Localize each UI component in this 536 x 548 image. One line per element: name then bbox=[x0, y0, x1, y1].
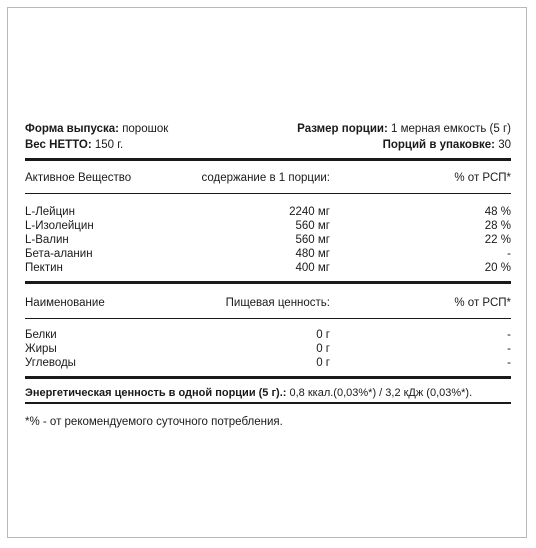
ingredient-dv: 28 % bbox=[484, 220, 511, 232]
ingredient-dv: 48 % bbox=[484, 206, 511, 218]
nutrition-rows bbox=[25, 329, 511, 370]
divider bbox=[25, 318, 511, 319]
col-daily-value: % от РСП* bbox=[454, 297, 511, 309]
serving-value: 1 мерная емкость (5 г) bbox=[391, 123, 511, 135]
nutrient-amount: 0 г bbox=[316, 357, 330, 369]
header-row-1 bbox=[25, 123, 511, 136]
serving-label: Размер порции: bbox=[297, 123, 388, 135]
ingredient-name: L-Изолейцин bbox=[25, 220, 94, 232]
header-row-2 bbox=[25, 139, 511, 152]
active-rows bbox=[25, 206, 511, 275]
table-row bbox=[25, 206, 511, 219]
ingredient-amount: 400 мг bbox=[295, 262, 330, 274]
weight-label: Вес НЕТТО: bbox=[25, 139, 92, 151]
nutrient-name: Жиры bbox=[25, 343, 57, 355]
servings-value: 30 bbox=[498, 139, 511, 151]
ingredient-name: Бета-аланин bbox=[25, 248, 93, 260]
col-daily-value: % от РСП* bbox=[454, 172, 511, 184]
active-header-row bbox=[25, 172, 511, 185]
table-row bbox=[25, 343, 511, 356]
energy-label: Энергетическая ценность в одной порции (5 г).: bbox=[25, 387, 287, 399]
nutrient-dv: - bbox=[507, 357, 511, 369]
divider-thick bbox=[25, 158, 511, 161]
nutrient-name: Углеводы bbox=[25, 357, 76, 369]
col-nutrition-value: Пищевая ценность: bbox=[225, 297, 330, 309]
weight-value: 150 г. bbox=[94, 139, 124, 151]
nutrition-header-row bbox=[25, 297, 511, 310]
servings-label: Порций в упаковке: bbox=[382, 139, 495, 151]
nutrient-amount: 0 г bbox=[316, 343, 330, 355]
table-row bbox=[25, 262, 511, 275]
footnote: *% - от рекомендуемого суточного потребления. bbox=[25, 416, 283, 428]
table-row bbox=[25, 248, 511, 261]
energy-value: 0,8 ккал.(0,03%*) / 3,2 кДж (0,03%*). bbox=[289, 387, 473, 399]
ingredient-amount: 560 мг bbox=[295, 234, 330, 246]
energy-value-row bbox=[25, 387, 511, 404]
nutrient-dv: - bbox=[507, 343, 511, 355]
ingredient-amount: 480 мг bbox=[295, 248, 330, 260]
divider-thick bbox=[25, 281, 511, 284]
form-label: Форма выпуска: bbox=[25, 123, 119, 135]
ingredient-name: L-Валин bbox=[25, 234, 69, 246]
nutrient-name: Белки bbox=[25, 329, 57, 341]
ingredient-amount: 560 мг bbox=[295, 220, 330, 232]
nutrient-dv: - bbox=[507, 329, 511, 341]
col-amount-per-serving: содержание в 1 порции: bbox=[201, 172, 330, 184]
ingredient-dv: 22 % bbox=[484, 234, 511, 246]
form-value: порошок bbox=[122, 123, 169, 135]
table-row bbox=[25, 329, 511, 342]
table-row bbox=[25, 357, 511, 370]
table-row bbox=[25, 234, 511, 247]
divider-thick bbox=[25, 376, 511, 379]
ingredient-name: L-Лейцин bbox=[25, 206, 75, 218]
ingredient-amount: 2240 мг bbox=[289, 206, 330, 218]
col-active-substance: Активное Вещество bbox=[25, 172, 132, 184]
col-name: Наименование bbox=[25, 297, 105, 309]
ingredient-dv: 20 % bbox=[484, 262, 511, 274]
ingredient-dv: - bbox=[507, 248, 511, 260]
table-row bbox=[25, 220, 511, 233]
ingredient-name: Пектин bbox=[25, 262, 63, 274]
supplement-facts-panel bbox=[25, 123, 511, 429]
nutrient-amount: 0 г bbox=[316, 329, 330, 341]
divider bbox=[25, 193, 511, 194]
